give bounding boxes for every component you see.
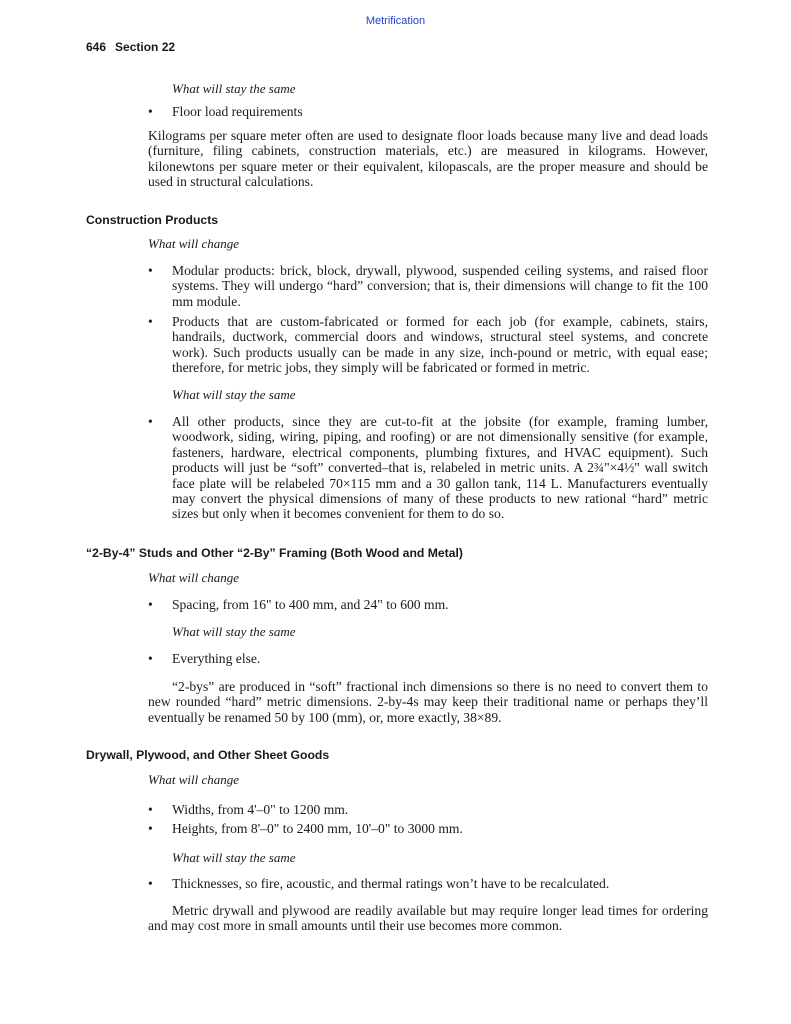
- folio: [86, 40, 175, 54]
- bullet-marker: •: [148, 104, 153, 119]
- bullet-marker: •: [148, 651, 153, 666]
- paragraph: Kilograms per square meter often are used to designate floor loads because many live and dead loads (furniture, filing cabinets, construction materials, etc.) are measured in kilograms. However, kilonewtons per square meter or their equivalent, kilopascals, are the proper measure and should be used in structural calculations.: [148, 128, 708, 190]
- list-item: [148, 651, 708, 666]
- bullet-marker: •: [148, 802, 153, 817]
- list-item: [148, 414, 708, 522]
- will-change-label: What will change: [148, 772, 239, 787]
- list-item: [148, 802, 708, 817]
- list-item-text: Products that are custom-fabricated or formed for each job (for example, cabinets, stairs, handrails, ductwork, commercial doors and windows, structural steel systems, and concrete work). Such products usually can be made in any size, inch-pound or metric, with equal ease; therefore, for metric jobs, they simply will be fabricated or formed in metric.: [172, 314, 708, 376]
- list-item-text: Spacing, from 16" to 400 mm, and 24" to 600 mm.: [172, 597, 449, 612]
- section-heading: “2-By-4” Studs and Other “2-By” Framing (Both Wood and Metal): [86, 546, 463, 560]
- section-label: Section 22: [115, 40, 176, 54]
- stay-same-label: What will stay the same: [172, 387, 296, 402]
- list-item: [148, 821, 708, 836]
- stay-same-label: What will stay the same: [172, 624, 296, 639]
- list-item-text: Widths, from 4'–0" to 1200 mm.: [172, 802, 349, 817]
- list-item-text: Everything else.: [172, 651, 261, 666]
- page-number: 646: [86, 40, 107, 54]
- running-head[interactable]: Metrification: [365, 15, 426, 27]
- list-item: [148, 104, 708, 119]
- paragraph: “2-bys” are produced in “soft” fractional inch dimensions so there is no need to convert them to new rounded “hard” metric dimensions. 2-by-4s may keep their traditional name or perhaps they’ll eventually be renamed 50 by 100 (mm), or, more exactly, 38×89.: [148, 679, 708, 725]
- section-heading: Construction Products: [86, 213, 219, 227]
- bullet-marker: •: [148, 597, 153, 612]
- will-change-label: What will change: [148, 570, 239, 585]
- list-item: [148, 314, 708, 376]
- list-item-text: Modular products: brick, block, drywall, plywood, suspended ceiling systems, and raised floor systems. They will undergo “hard” conversion; that is, their dimensions will change to fit the 100 mm module.: [172, 263, 708, 309]
- list-item: [148, 876, 708, 891]
- paragraph: Metric drywall and plywood are readily available but may require longer lead times for ordering and may cost more in small amounts until their use becomes more common.: [148, 903, 708, 934]
- list-item: [148, 263, 708, 309]
- bullet-marker: •: [148, 414, 153, 429]
- stay-same-label: What will stay the same: [172, 850, 296, 865]
- bullet-marker: •: [148, 876, 153, 891]
- section-heading: Drywall, Plywood, and Other Sheet Goods: [86, 748, 330, 762]
- bullet-marker: •: [148, 263, 153, 278]
- list-item-text: Floor load requirements: [172, 104, 303, 119]
- will-change-label: What will change: [148, 236, 239, 251]
- stay-same-label: What will stay the same: [172, 81, 296, 96]
- bullet-marker: •: [148, 821, 153, 836]
- list-item: [148, 597, 708, 612]
- list-item-text: Heights, from 8'–0" to 2400 mm, 10'–0" to 3000 mm.: [172, 821, 463, 836]
- list-item-text: All other products, since they are cut-to-fit at the jobsite (for example, framing lumber, woodwork, siding, wiring, piping, and roofing) or are not dimensionally sensitive (for example, fasteners, hardware, electrical components, plumbing fixtures, and HVAC equipment). Such products will just be “soft” converted–that is, relabeled in metric units. A 2¾"×4½" wall switch face plate will be relabeled 70×115 mm and a 30 gallon tank, 114 L. Manufacturers eventually may convert the physical dimensions of many of these products to new rational “hard” metric sizes but only when it becomes convenient for them to do so.: [172, 414, 708, 522]
- bullet-marker: •: [148, 314, 153, 329]
- list-item-text: Thicknesses, so fire, acoustic, and thermal ratings won’t have to be recalculated.: [172, 876, 610, 891]
